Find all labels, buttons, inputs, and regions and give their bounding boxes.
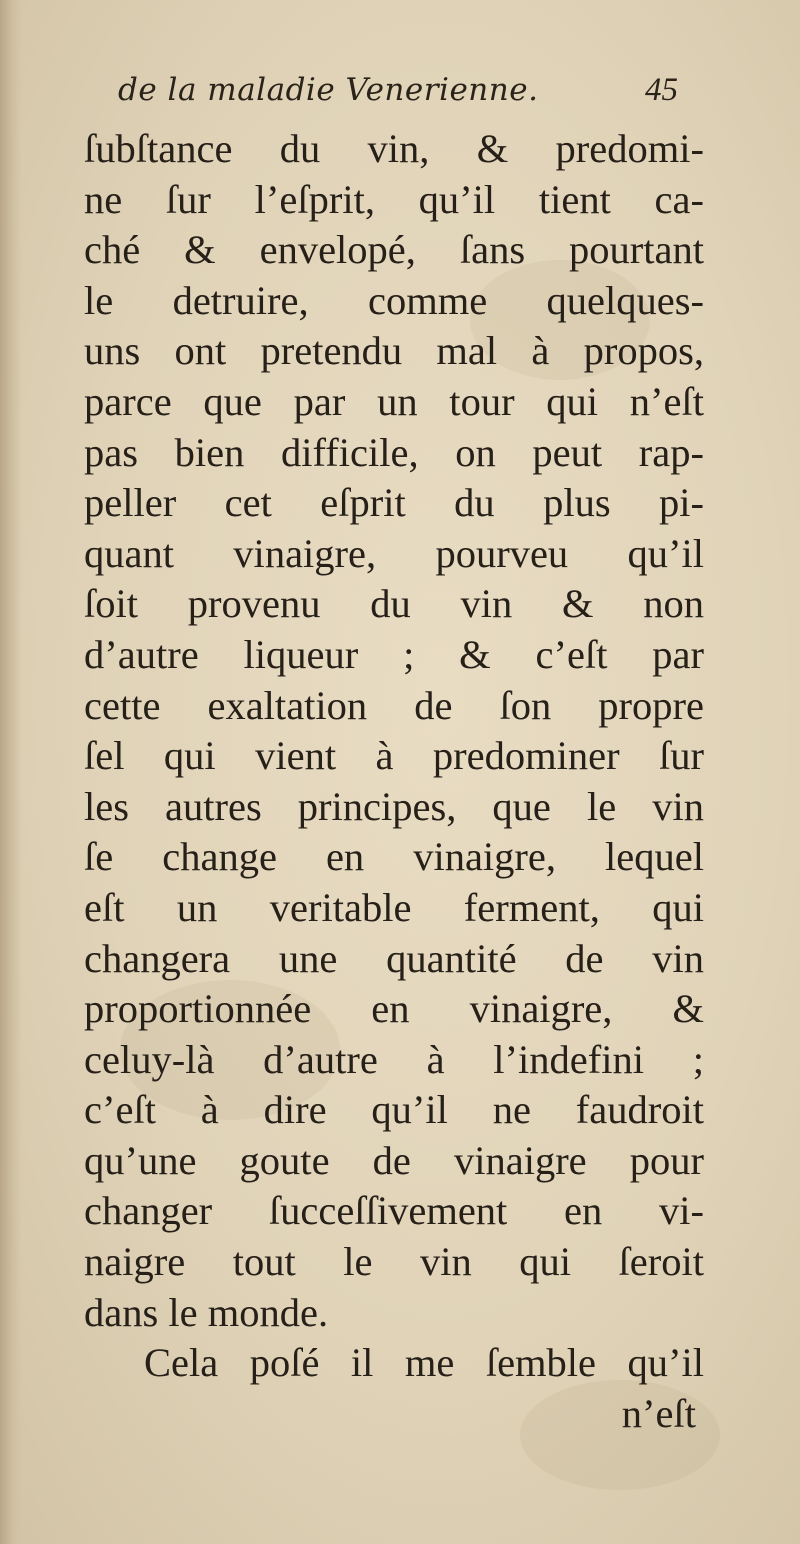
text-line: uns ont pretendu mal à propos,	[84, 328, 704, 374]
catchword: n’eſt	[621, 1390, 696, 1436]
text-line: parce que par un tour qui n’eſt	[84, 378, 704, 424]
running-title: de la maladie Venerienne.	[118, 72, 539, 108]
text-line: proportionnée en vinaigre, &	[84, 986, 704, 1032]
text-line: pas bien difficile, on peut rap-	[84, 429, 704, 475]
text-line: le detruire, comme quelques-	[84, 277, 704, 323]
text-line: d’autre liqueur ; & c’eſt par	[84, 631, 704, 677]
text-line: quant vinaigre, pourveu qu’il	[84, 530, 704, 576]
text-line: ne ſur l’eſprit, qu’il tient ca-	[84, 176, 704, 222]
text-line: ſoit provenu du vin & non	[84, 581, 704, 627]
text-line: ſel qui vient à predominer ſur	[84, 733, 704, 779]
text-line: ſe change en vinaigre, lequel	[84, 834, 704, 880]
text-line: ché & envelopé, ſans pourtant	[84, 227, 704, 273]
text-line: changera une quantité de vin	[84, 935, 704, 981]
text-line-paragraph-start: Cela poſé il me ſemble qu’il	[144, 1340, 704, 1386]
text-line: eſt un veritable ferment, qui	[84, 884, 704, 930]
text-line: qu’une goute de vinaigre pour	[84, 1137, 704, 1183]
text-line: celuy-là d’autre à l’indefini ;	[84, 1036, 704, 1082]
text-line: changer ſucceſſivement en vi-	[84, 1188, 704, 1234]
text-line: les autres principes, que le vin	[84, 783, 704, 829]
text-line: ſubſtance du vin, & predomi-	[84, 126, 704, 171]
page-number: 45	[645, 72, 678, 108]
text-line: c’eſt à dire qu’il ne faudroit	[84, 1087, 704, 1133]
text-line: naigre tout le vin qui ſeroit	[84, 1239, 704, 1285]
text-line: peller cet eſprit du plus pi-	[84, 480, 704, 526]
page-gutter-shadow	[0, 0, 22, 1544]
text-line-paragraph-end: dans le monde.	[84, 1289, 329, 1335]
page-header	[118, 72, 678, 122]
text-line: cette exaltation de ſon propre	[84, 682, 704, 728]
body-text	[84, 124, 704, 1439]
